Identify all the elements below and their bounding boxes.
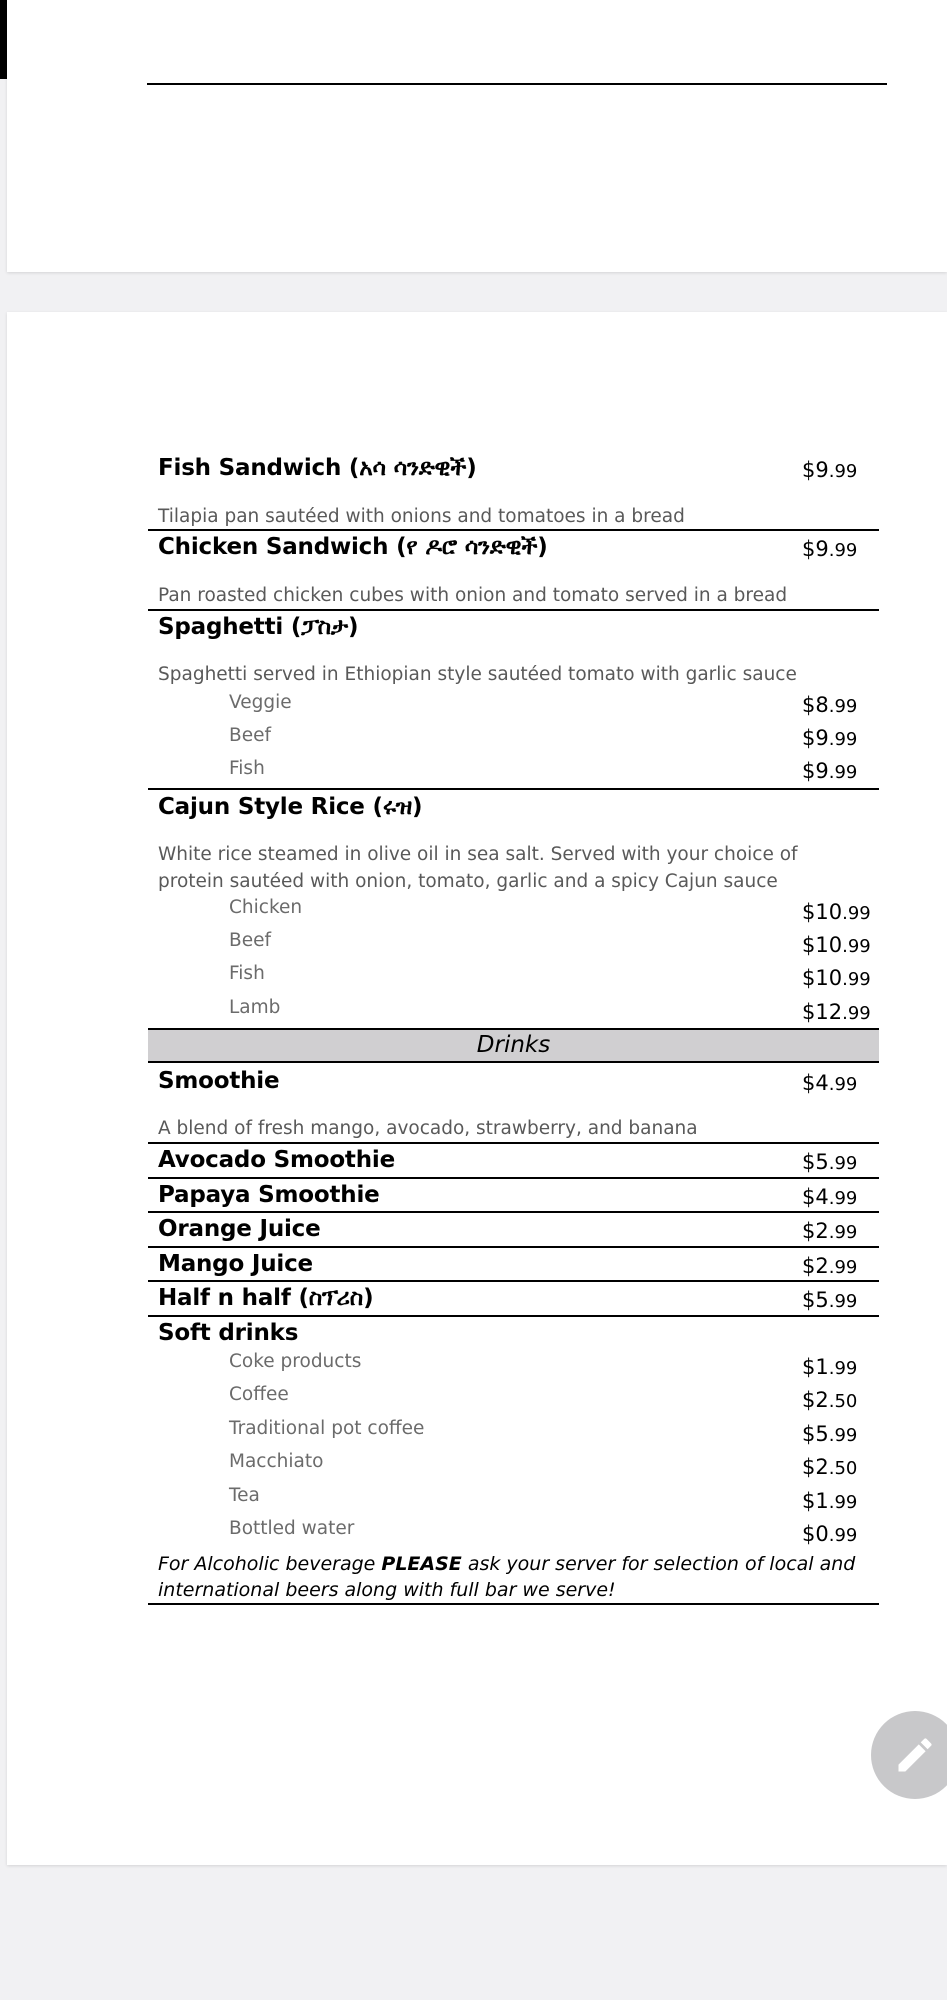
option-name: Tea [229, 1485, 260, 1506]
section-header-label: Drinks [476, 1032, 551, 1058]
option-price: $5.99 [802, 1422, 858, 1446]
option-price: $1.99 [802, 1489, 858, 1513]
item-divider [148, 1142, 879, 1144]
item-divider [148, 529, 879, 531]
document-page-1 [7, 0, 947, 272]
item-divider [148, 1603, 879, 1605]
item-divider [148, 1211, 879, 1213]
item-description: A blend of fresh mango, avocado, strawberry, and banana [158, 1118, 698, 1139]
section-header-drinks [148, 1028, 879, 1063]
item-description: Tilapia pan sautéed with onions and tomatoes in a bread [158, 506, 685, 527]
pencil-icon [893, 1733, 937, 1777]
option-price: $10.99 [802, 933, 871, 957]
item-title: Avocado Smoothie [158, 1147, 395, 1173]
alcohol-note: For Alcoholic beverage PLEASE ask your server for selection of local and international beers along with full bar we serve! [158, 1553, 856, 1601]
item-divider [148, 1246, 879, 1248]
option-price: $2.50 [802, 1388, 858, 1412]
item-title: Soft drinks [158, 1320, 299, 1346]
item-divider [148, 1315, 879, 1317]
option-name: Fish [229, 758, 265, 779]
item-description: Spaghetti served in Ethiopian style sautéed tomato with garlic sauce [158, 664, 797, 685]
item-title: Cajun Style Rice (ሩዝ) [158, 794, 423, 820]
option-price: $10.99 [802, 900, 871, 924]
option-name: Lamb [229, 997, 281, 1018]
item-title: Orange Juice [158, 1216, 321, 1242]
item-price: $5.99 [802, 1150, 858, 1174]
option-name: Coffee [229, 1384, 289, 1405]
option-name: Beef [229, 725, 271, 746]
item-title: Fish Sandwich (አሳ ሳንድዊች) [158, 455, 477, 481]
item-price: $9.99 [802, 458, 858, 482]
option-price: $1.99 [802, 1355, 858, 1379]
option-price: $8.99 [802, 693, 858, 717]
item-price: $2.99 [802, 1254, 858, 1278]
item-title: Half n half (ስፕሪስ) [158, 1285, 374, 1311]
item-price: $5.99 [802, 1288, 858, 1312]
item-divider [148, 1177, 879, 1179]
item-price: $4.99 [802, 1071, 858, 1095]
item-title: Smoothie [158, 1068, 280, 1094]
option-name: Macchiato [229, 1451, 324, 1472]
option-price: $0.99 [802, 1522, 858, 1546]
item-divider [148, 609, 879, 611]
item-price: $4.99 [802, 1185, 858, 1209]
option-name: Traditional pot coffee [229, 1418, 425, 1439]
item-title: Papaya Smoothie [158, 1182, 380, 1208]
item-title: Chicken Sandwich (የ ዶሮ ሳንድዊች) [158, 534, 548, 560]
item-price: $2.99 [802, 1219, 858, 1243]
option-name: Coke products [229, 1351, 362, 1372]
option-price: $9.99 [802, 759, 858, 783]
option-name: Fish [229, 963, 265, 984]
option-price: $9.99 [802, 726, 858, 750]
item-price: $9.99 [802, 537, 858, 561]
option-name: Veggie [229, 692, 292, 713]
item-divider [148, 788, 879, 790]
option-name: Beef [229, 930, 271, 951]
option-name: Chicken [229, 897, 303, 918]
section-divider [147, 83, 887, 85]
item-description: protein sautéed with onion, tomato, garlic and a spicy Cajun sauce [158, 871, 778, 892]
option-price: $2.50 [802, 1455, 858, 1479]
item-title: Spaghetti (ፓስታ) [158, 614, 359, 640]
item-divider [148, 1280, 879, 1282]
item-description: White rice steamed in olive oil in sea salt. Served with your choice of [158, 844, 798, 865]
item-description: Pan roasted chicken cubes with onion and tomato served in a bread [158, 585, 788, 606]
option-price: $12.99 [802, 1000, 871, 1024]
option-name: Bottled water [229, 1518, 355, 1539]
item-title: Mango Juice [158, 1251, 313, 1277]
option-price: $10.99 [802, 966, 871, 990]
